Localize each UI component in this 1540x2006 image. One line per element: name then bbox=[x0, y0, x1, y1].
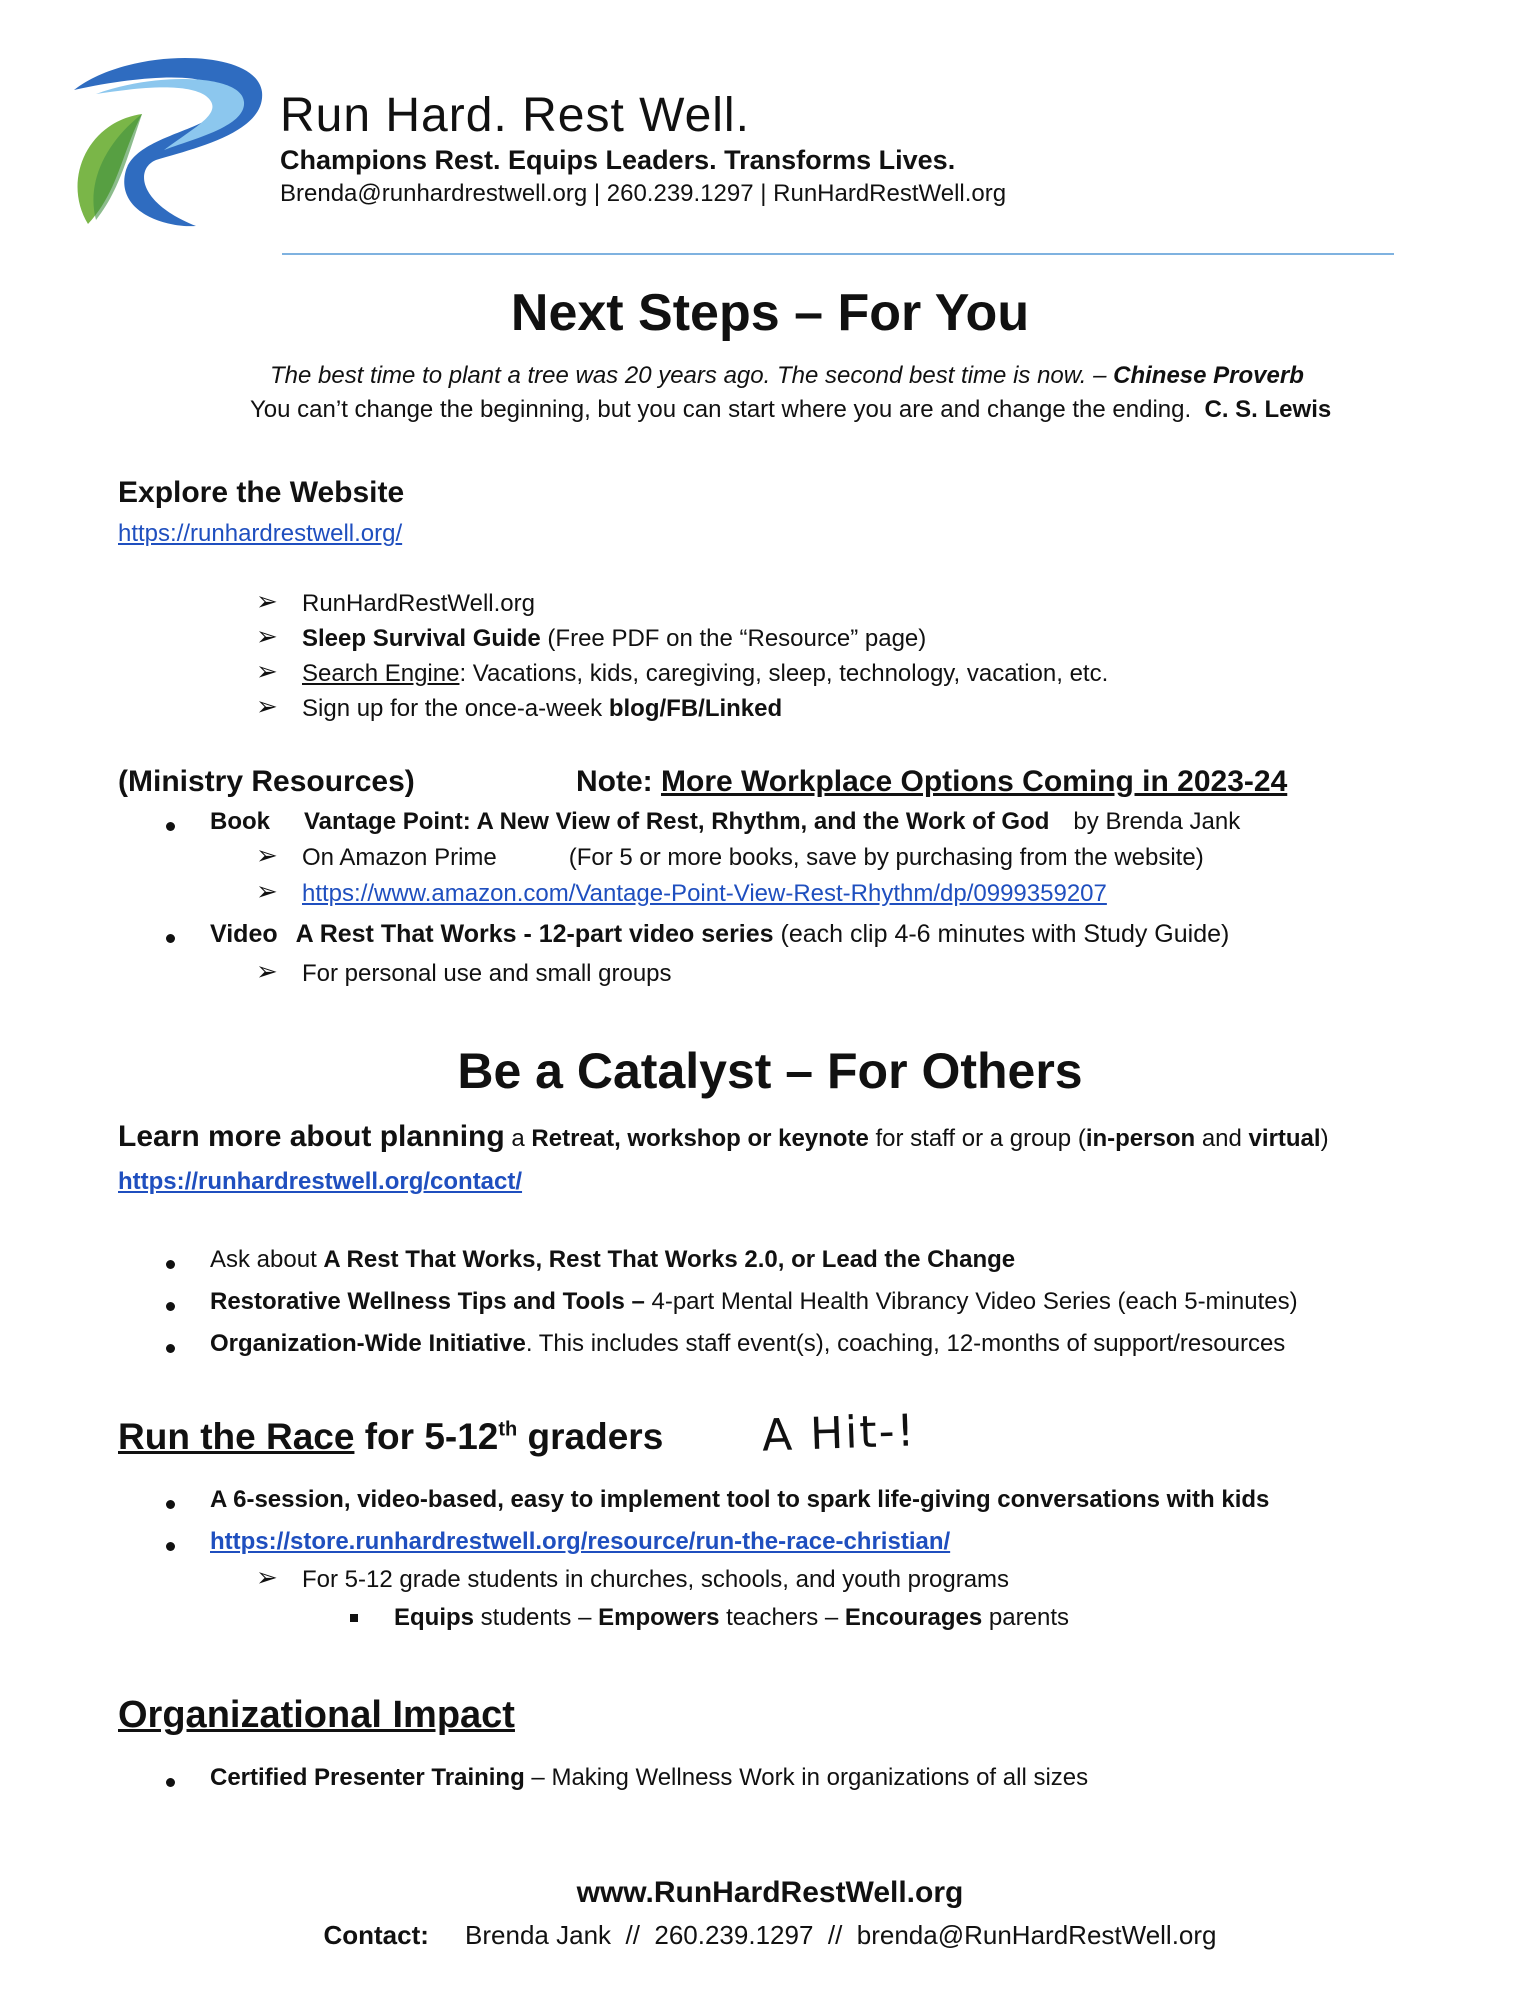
race-equips-line: Equips students – Empowers teachers – Encourages parents bbox=[394, 1604, 1069, 1631]
amazon-line: On Amazon Prime (For 5 or more books, save by purchasing from the website) bbox=[302, 844, 1204, 871]
catalyst-bullet-wellness: Restorative Wellness Tips and Tools – 4-part Mental Health Vibrancy Video Series (each 5-minutes) bbox=[210, 1288, 1298, 1315]
arrow-bullet-icon: ➢ bbox=[256, 691, 278, 721]
quote-proverb-text: The best time to plant a tree was 20 years ago. The second best time is now. – bbox=[270, 362, 1114, 389]
race-url-link[interactable]: https://store.runhardrestwell.org/resource/run-the-race-christian/ bbox=[210, 1528, 951, 1555]
quote-proverb bbox=[270, 362, 1304, 390]
catalyst-bullet-initiative: Organization-Wide Initiative. This includes staff event(s), coaching, 12-months of support/resources bbox=[210, 1330, 1286, 1357]
arrow-bullet-icon: ➢ bbox=[256, 656, 278, 686]
explore-item-search: Search Engine: Vacations, kids, caregiving, sleep, technology, vacation, etc. bbox=[302, 660, 1109, 687]
video-line: Video A Rest That Works - 12-part video series (each clip 4-6 minutes with Study Guide) bbox=[210, 920, 1230, 948]
quote-lewis-text: You can’t change the beginning, but you can start where you are and change the ending. bbox=[250, 396, 1192, 423]
race-sub-line: For 5-12 grade students in churches, schools, and youth programs bbox=[302, 1566, 1010, 1593]
quote-lewis-author: C. S. Lewis bbox=[1204, 396, 1332, 423]
catalyst-heading: Be a Catalyst – For Others bbox=[457, 1043, 1083, 1099]
race-bullet-tool: A 6-session, video-based, easy to implement tool to spark life-giving conversations with kids bbox=[210, 1486, 1270, 1513]
arrow-bullet-icon: ➢ bbox=[256, 840, 278, 870]
explore-item-site: RunHardRestWell.org bbox=[302, 590, 535, 617]
square-bullet-icon bbox=[350, 1614, 358, 1622]
explore-url-link[interactable]: https://runhardrestwell.org/ bbox=[118, 520, 403, 547]
quote-lewis bbox=[250, 396, 1331, 424]
contact-url-link[interactable]: https://runhardrestwell.org/contact/ bbox=[118, 1168, 523, 1195]
arrow-bullet-icon: ➢ bbox=[256, 956, 278, 986]
race-heading: Run the Race for 5-12th graders bbox=[118, 1416, 664, 1457]
bullet-icon bbox=[166, 822, 175, 831]
explore-heading: Explore the Website bbox=[118, 476, 405, 509]
video-sub-line: For personal use and small groups bbox=[302, 960, 672, 987]
amazon-url-link[interactable]: https://www.amazon.com/Vantage-Point-View-Rest-Rhythm/dp/0999359207 bbox=[302, 880, 1107, 907]
explore-item-signup: Sign up for the once-a-week blog/FB/Linked bbox=[302, 695, 783, 722]
explore-item-sleep-guide: Sleep Survival Guide (Free PDF on the “Resource” page) bbox=[302, 625, 927, 652]
arrow-bullet-icon: ➢ bbox=[256, 586, 278, 616]
quote-proverb-author: Chinese Proverb bbox=[1113, 362, 1304, 389]
ministry-heading: (Ministry Resources) bbox=[118, 765, 415, 798]
header-divider bbox=[282, 253, 1394, 255]
footer-contact: Contact: Brenda Jank // 260.239.1297 // brenda@RunHardRestWell.org bbox=[323, 1920, 1217, 1950]
brand-title: Run Hard. Rest Well. bbox=[280, 89, 750, 142]
bullet-icon bbox=[166, 1500, 175, 1509]
impact-bullet-training: Certified Presenter Training – Making Wellness Work in organizations of all sizes bbox=[210, 1764, 1089, 1791]
book-line: Book Vantage Point: A New View of Rest, Rhythm, and the Work of God by Brenda Jank bbox=[210, 808, 1241, 835]
bullet-icon bbox=[166, 1542, 175, 1551]
ministry-note: Note: More Workplace Options Coming in 2023-24 bbox=[576, 765, 1288, 798]
bullet-icon bbox=[166, 1778, 175, 1787]
footer-website: www.RunHardRestWell.org bbox=[576, 1876, 964, 1909]
bullet-icon bbox=[166, 1260, 175, 1269]
brand-contact: Brenda@runhardrestwell.org | 260.239.1297 | RunHardRestWell.org bbox=[280, 180, 1007, 207]
bullet-icon bbox=[166, 934, 175, 943]
impact-heading: Organizational Impact bbox=[118, 1694, 515, 1736]
next-steps-heading: Next Steps – For You bbox=[510, 284, 1030, 342]
logo-icon bbox=[56, 52, 276, 242]
bullet-icon bbox=[166, 1344, 175, 1353]
bullet-icon bbox=[166, 1302, 175, 1311]
brand-tagline: Champions Rest. Equips Leaders. Transforms Lives. bbox=[280, 145, 956, 175]
arrow-bullet-icon: ➢ bbox=[256, 876, 278, 906]
arrow-bullet-icon: ➢ bbox=[256, 1562, 278, 1592]
catalyst-learn-line: Learn more about planning a Retreat, workshop or keynote for staff or a group (in-person and virtual) bbox=[118, 1120, 1329, 1153]
catalyst-bullet-ask: Ask about A Rest That Works, Rest That Works 2.0, or Lead the Change bbox=[210, 1246, 1016, 1273]
handwritten-note: A Hit-! bbox=[761, 1405, 918, 1462]
arrow-bullet-icon: ➢ bbox=[256, 621, 278, 651]
